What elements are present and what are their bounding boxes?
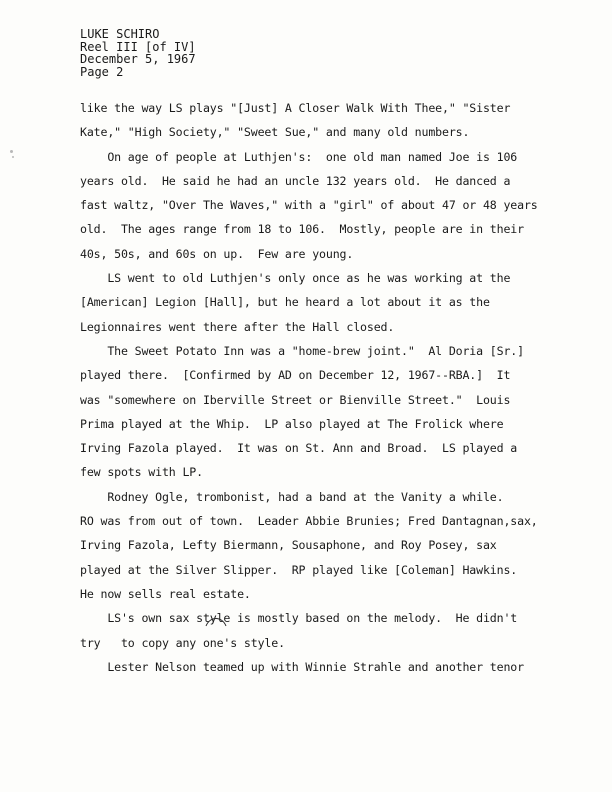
handwritten-join-mark	[204, 614, 228, 628]
scan-speck	[10, 150, 13, 153]
transcript-line: Irving Fazola played. It was on St. Ann and Broad. LS played a	[80, 441, 518, 456]
transcript-line: On age of people at Luthjen's: one old man named Joe is 106	[80, 149, 518, 164]
transcript-line: fast waltz, "Over The Waves," with a "girl" of about 47 or 48 years	[80, 198, 538, 213]
transcript-line: Kate," "High Society," "Sweet Sue," and many old numbers.	[80, 125, 470, 140]
transcript-line: try to copy any one's style.	[80, 635, 285, 650]
page-number: Page 2	[80, 64, 124, 79]
transcript-line: like the way LS plays "[Just] A Closer Walk With Thee," "Sister	[80, 101, 511, 115]
reel-label: Reel III [of IV]	[80, 39, 196, 54]
transcript-line: old. The ages range from 18 to 106. Mostly, people are in their	[80, 222, 524, 237]
transcript-line: 40s, 50s, and 60s on up. Few are young.	[80, 246, 354, 261]
transcript-line: was "somewhere on Iberville Street or Bienville Street." Louis	[80, 392, 511, 407]
transcript-line: LS went to old Luthjen's only once as he was working at the	[80, 271, 511, 286]
transcript-line: LS's own sax style is mostly based on the melody. He didn't	[80, 611, 518, 626]
transcript-line: Prima played at the Whip. LP also played at The Frolick where	[80, 416, 504, 431]
interview-date: December 5, 1967	[80, 52, 196, 66]
transcript-line: He now sells real estate.	[80, 586, 251, 601]
transcript-line: Irving Fazola, Lefty Biermann, Sousaphone, and Roy Posey, sax	[80, 538, 497, 553]
transcript-line: Lester Nelson teamed up with Winnie Strahle and another tenor	[80, 659, 524, 674]
transcript-line: The Sweet Potato Inn was a "home-brew joint." Al Doria [Sr.]	[80, 343, 524, 358]
transcript-line: years old. He said he had an uncle 132 years old. He danced a	[80, 173, 511, 188]
page-header	[80, 28, 196, 78]
transcript-line: few spots with LP.	[80, 465, 203, 480]
transcript-line: Rodney Ogle, trombonist, had a band at the Vanity a while.	[80, 489, 504, 504]
interviewee-name: LUKE SCHIRO	[80, 27, 160, 41]
transcript-line: Legionnaires went there after the Hall closed.	[80, 319, 395, 334]
transcript-line: RO was from out of town. Leader Abbie Brunies; Fred Dantagnan,sax,	[80, 514, 538, 529]
scan-speck	[12, 156, 14, 158]
transcript-body	[80, 96, 580, 679]
transcript-line: played at the Silver Slipper. RP played like [Coleman] Hawkins.	[80, 562, 518, 577]
transcript-line: [American] Legion [Hall], but he heard a lot about it as the	[80, 295, 490, 310]
transcript-line: played there. [Confirmed by AD on December 12, 1967--RBA.] It	[80, 368, 511, 383]
